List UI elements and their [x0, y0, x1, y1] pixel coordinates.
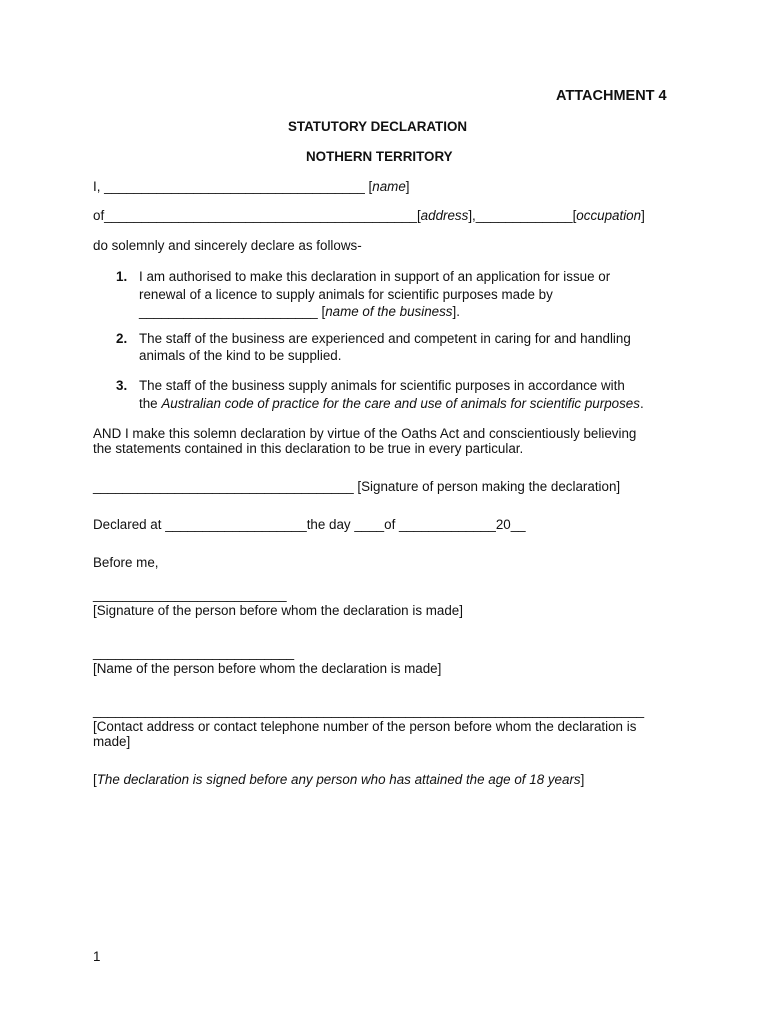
- item-3-line-1: The staff of the business supply animals for scientific purposes in accordance with: [139, 378, 625, 393]
- age-requirement-note: [93, 772, 584, 787]
- witness-contact-line-2: made]: [93, 734, 131, 749]
- solemn-line-2: the statements contained in this declaration to be true in every particular.: [93, 441, 524, 456]
- name-label: name: [372, 179, 406, 194]
- item-2-line-2: animals of the kind to be supplied.: [139, 348, 342, 363]
- page-number: 1: [93, 949, 101, 964]
- item-1-line-1: I am authorised to make this declaration in support of an application for issue or: [139, 269, 611, 284]
- witness-name-blank: ___________________________: [93, 645, 295, 660]
- note-open: [: [93, 772, 97, 787]
- occupation-label: occupation: [576, 208, 642, 223]
- name-close: ]: [405, 179, 410, 194]
- declarant-address-line: [93, 208, 645, 223]
- attachment-label: ATTACHMENT 4: [556, 88, 667, 104]
- document-title: STATUTORY DECLARATION: [288, 119, 468, 134]
- name-blank: I, ___________________________________ [: [93, 179, 373, 194]
- territory-heading: NOTHERN TERRITORY: [306, 149, 453, 164]
- note-close: ]: [580, 772, 585, 787]
- business-close: ].: [452, 304, 460, 319]
- witness-contact-blank: __________________________________________________________________________: [93, 703, 645, 718]
- code-title: Australian code of practice for the care and use of animals for scientific purposes: [161, 396, 640, 411]
- declarant-signature-line: ___________________________________ [Signature of person making the declaration]: [93, 479, 621, 494]
- address-label: address: [420, 208, 469, 223]
- occupation-blank: ],_____________[: [468, 208, 577, 223]
- occupation-close: ]: [641, 208, 645, 223]
- item-number: 3.: [116, 378, 128, 393]
- business-label: name of the business: [325, 304, 453, 319]
- witness-signature-blank: __________________________: [93, 587, 287, 602]
- intro-text: do solemnly and sincerely declare as follows-: [93, 238, 362, 253]
- witness-signature-label: [Signature of the person before whom the declaration is made]: [93, 603, 463, 618]
- item-number: 1.: [116, 269, 128, 284]
- before-me-text: Before me,: [93, 555, 159, 570]
- code-close: .: [639, 396, 644, 411]
- witness-contact-line-1: [Contact address or contact telephone number of the person before whom the declaration is: [93, 719, 637, 734]
- item-1-line-3: [139, 304, 460, 319]
- code-prefix: the: [139, 396, 162, 411]
- business-blank: ________________________ [: [139, 304, 326, 319]
- item-number: 2.: [116, 331, 128, 346]
- solemn-line-1: AND I make this solemn declaration by virtue of the Oaths Act and conscientiously believing: [93, 426, 637, 441]
- item-3-line-2: [139, 396, 644, 411]
- declared-at-line: Declared at ___________________the day ____of _____________20__: [93, 517, 526, 532]
- item-2-line-1: The staff of the business are experienced and competent in caring for and handling: [139, 331, 631, 346]
- witness-name-label: [Name of the person before whom the declaration is made]: [93, 661, 442, 676]
- declarant-name-line: [93, 179, 410, 194]
- item-1-line-2: renewal of a licence to supply animals for scientific purposes made by: [139, 287, 553, 302]
- address-blank: of__________________________________________[: [93, 208, 421, 223]
- note-text: The declaration is signed before any person who has attained the age of 18 years: [96, 772, 581, 787]
